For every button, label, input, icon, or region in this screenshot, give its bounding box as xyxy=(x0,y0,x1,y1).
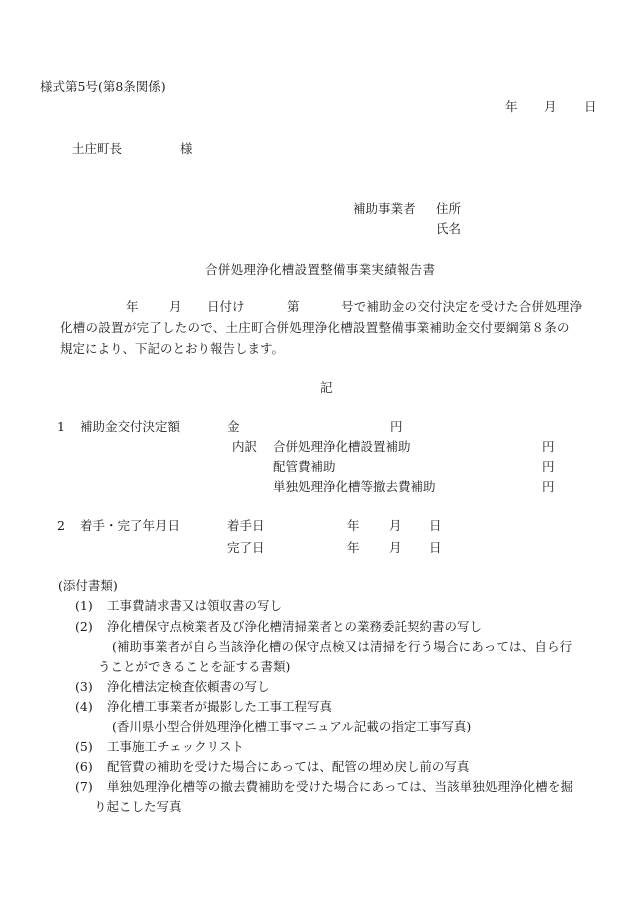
intro-line3: 規定により、下記のとおり報告します。 xyxy=(60,341,285,356)
attachment-number: (1) xyxy=(75,598,93,613)
end-day: 日 xyxy=(429,540,442,555)
form-label: 様式第5号(第8条関係) xyxy=(40,79,166,94)
applicant-address-label: 住所 xyxy=(436,201,462,216)
date-month: 月 xyxy=(544,99,557,114)
date-year: 年 xyxy=(505,99,518,114)
start-date-label: 着手日 xyxy=(227,518,265,533)
item2-number: 2 xyxy=(57,518,65,533)
item1-yen: 円 xyxy=(390,419,403,434)
item1-number: 1 xyxy=(57,419,65,434)
breakdown-label: 単独処理浄化槽等撤去費補助 xyxy=(273,479,436,494)
item1-label: 補助金交付決定額 xyxy=(80,419,181,434)
attachment-text: 配管費の補助を受けた場合にあっては、配管の埋め戻し前の写真 xyxy=(107,759,470,774)
breakdown-unit: 円 xyxy=(542,439,555,454)
intro-number-prefix: 第 xyxy=(287,299,300,314)
attachment-text: 浄化槽工事業者が撮影した工事工程写真 xyxy=(107,699,333,714)
attachment-text: 単独処理浄化槽等の撤去費補助を受けた場合にあっては、当該単独処理浄化槽を掘 xyxy=(107,779,574,794)
breakdown-unit: 円 xyxy=(542,459,555,474)
end-year: 年 xyxy=(347,540,360,555)
attachment-text: 工事施工チェックリスト xyxy=(107,739,244,754)
attachment-text: 浄化槽法定検査依頼書の写し xyxy=(107,679,270,694)
item1-uchiwake: 内訳 xyxy=(232,439,258,454)
item1-kin: 金 xyxy=(227,419,240,434)
applicant-role: 補助事業者 xyxy=(353,201,416,216)
breakdown-label: 合併処理浄化槽設置補助 xyxy=(273,439,411,454)
end-date-label: 完了日 xyxy=(227,540,265,555)
attachment-number: (2) xyxy=(75,619,93,634)
attachments-heading: (添付書類) xyxy=(58,578,118,593)
intro-line2: 化槽の設置が完了したので、土庄町合併処理浄化槽設置整備事業補助金交付要綱第８条の xyxy=(60,320,570,335)
intro-line1-rest: 号で補助金の交付決定を受けた合併処理浄 xyxy=(341,299,583,314)
addressee-honorific: 様 xyxy=(180,141,193,156)
attachment-number: (6) xyxy=(75,759,93,774)
end-month: 月 xyxy=(389,540,402,555)
attachment-text: 工事費請求書又は領収書の写し xyxy=(107,598,283,613)
intro-month: 月 xyxy=(169,299,182,314)
start-month: 月 xyxy=(389,518,402,533)
item2-label: 着手・完了年月日 xyxy=(80,518,181,533)
attachment-continuation: り起こした写真 xyxy=(94,799,182,814)
attachment-number: (4) xyxy=(75,699,93,714)
attachment-note: (補助事業者が自ら当該浄化槽の保守点検又は清掃を行う場合にあっては、自ら行 xyxy=(112,639,573,654)
attachment-text: 浄化槽保守点検業者及び浄化槽清掃業者との業務委託契約書の写し xyxy=(107,619,483,634)
start-day: 日 xyxy=(429,518,442,533)
attachment-note: (香川県小型合併処理浄化槽工事マニュアル記載の指定工事写真) xyxy=(112,719,472,734)
addressee-name: 土庄町長 xyxy=(72,141,123,156)
attachment-number: (7) xyxy=(75,779,93,794)
ki-heading: 記 xyxy=(320,380,333,395)
attachment-number: (5) xyxy=(75,739,93,754)
applicant-name-label: 氏名 xyxy=(436,221,462,236)
attachment-number: (3) xyxy=(75,679,93,694)
start-year: 年 xyxy=(347,518,360,533)
document-title: 合併処理浄化槽設置整備事業実績報告書 xyxy=(205,262,436,277)
date-day: 日 xyxy=(584,99,597,114)
breakdown-label: 配管費補助 xyxy=(273,459,336,474)
attachment-note: うことができることを証する書類) xyxy=(98,659,291,674)
intro-date-suffix: 日付け xyxy=(207,299,245,314)
breakdown-unit: 円 xyxy=(542,479,555,494)
intro-year: 年 xyxy=(126,299,139,314)
